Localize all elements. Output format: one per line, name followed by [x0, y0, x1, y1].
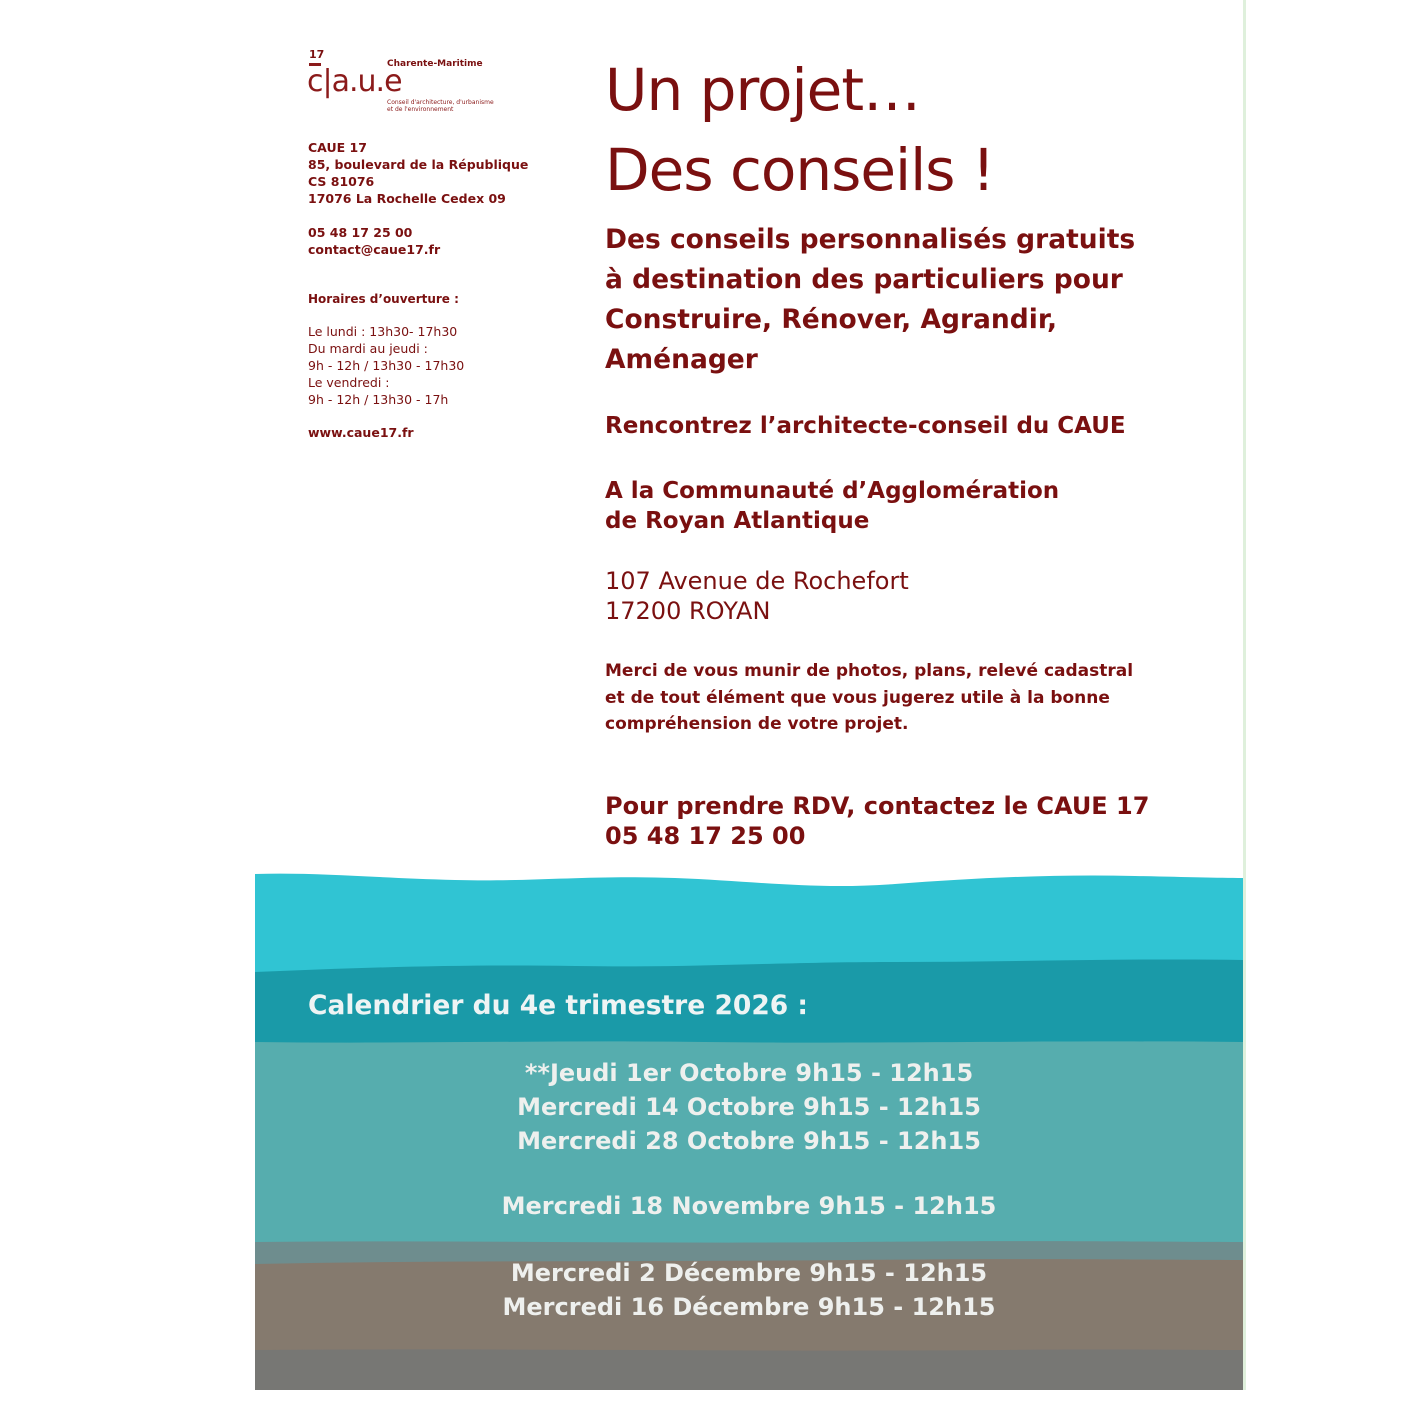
- december-dates: [255, 1256, 1243, 1324]
- calendar-date: Mercredi 18 Novembre 9h15 - 12h15: [501, 1192, 997, 1220]
- calendar-date: Mercredi 16 Décembre 9h15 - 12h15: [502, 1293, 996, 1321]
- postal-address: [308, 139, 558, 207]
- calendar-title: Calendrier du 4e trimestre 2026 :: [308, 990, 809, 1021]
- flyer-page: [255, 0, 1243, 1390]
- logo-number: 17: [309, 48, 325, 61]
- contact-info: [308, 224, 558, 258]
- headline: [605, 50, 994, 210]
- calendar-date: **Jeudi 1er Octobre 9h15 - 12h15: [524, 1059, 974, 1087]
- caue-logo: [307, 48, 507, 118]
- hours-title: Horaires d’ouverture :: [308, 292, 459, 306]
- hours-line: Le lundi : 13h30- 17h30: [308, 324, 458, 339]
- website-link[interactable]: www.caue17.fr: [308, 425, 414, 440]
- grey-band: [255, 1349, 1243, 1390]
- rdv-text: Pour prendre RDV, contactez le CAUE 17: [605, 792, 1150, 820]
- october-dates: [255, 1056, 1243, 1158]
- opening-hours: [308, 323, 558, 408]
- headline-line2: Des conseils !: [605, 136, 995, 204]
- hours-line: 9h - 12h / 13h30 - 17h30: [308, 358, 465, 373]
- logo-department: Charente-Maritime: [387, 59, 483, 69]
- intro-text: Des conseils personnalisés gratuits à destination des particuliers pour Construire, Rénover, Agrandir, Aménager: [605, 224, 1136, 375]
- calendar-date: Mercredi 2 Décembre 9h15 - 12h15: [510, 1259, 988, 1287]
- headline-line1: Un projet…: [605, 56, 921, 124]
- address-street: 85, boulevard de la République: [308, 157, 529, 172]
- logo-wordmark: c|a.u.e: [307, 64, 402, 99]
- bring-documents-note: Merci de vous munir de photos, plans, relevé cadastral et de tout élément que vous jugerez utile à la bonne compréhension de votre projet.: [605, 661, 1134, 734]
- org-name: CAUE 17: [308, 140, 367, 155]
- meet-architect: Rencontrez l’architecte-conseil du CAUE: [605, 413, 1126, 439]
- page-edge: [1243, 0, 1246, 1390]
- hours-line: 9h - 12h / 13h30 - 17h: [308, 392, 449, 407]
- calendar-date: Mercredi 14 Octobre 9h15 - 12h15: [517, 1093, 981, 1121]
- logo-subtitle: Conseil d'architecture, d'urbanisme et de l'environnement: [387, 99, 494, 113]
- rdv-phone: 05 48 17 25 00: [605, 822, 806, 850]
- appointment-contact: [605, 791, 1149, 851]
- venue-address: 107 Avenue de Rochefort 17200 ROYAN: [605, 567, 909, 625]
- contact-email[interactable]: contact@caue17.fr: [308, 242, 441, 257]
- calendar-date: Mercredi 28 Octobre 9h15 - 12h15: [517, 1127, 981, 1155]
- hours-line: Le vendredi :: [308, 375, 390, 390]
- address-city: 17076 La Rochelle Cedex 09: [308, 191, 506, 206]
- address-cs: CS 81076: [308, 174, 375, 189]
- contact-phone: 05 48 17 25 00: [308, 225, 413, 240]
- venue-name: A la Communauté d’Agglomération de Royan Atlantique: [605, 478, 1060, 534]
- november-dates: [255, 1189, 1243, 1223]
- hours-line: Du mardi au jeudi :: [308, 341, 428, 356]
